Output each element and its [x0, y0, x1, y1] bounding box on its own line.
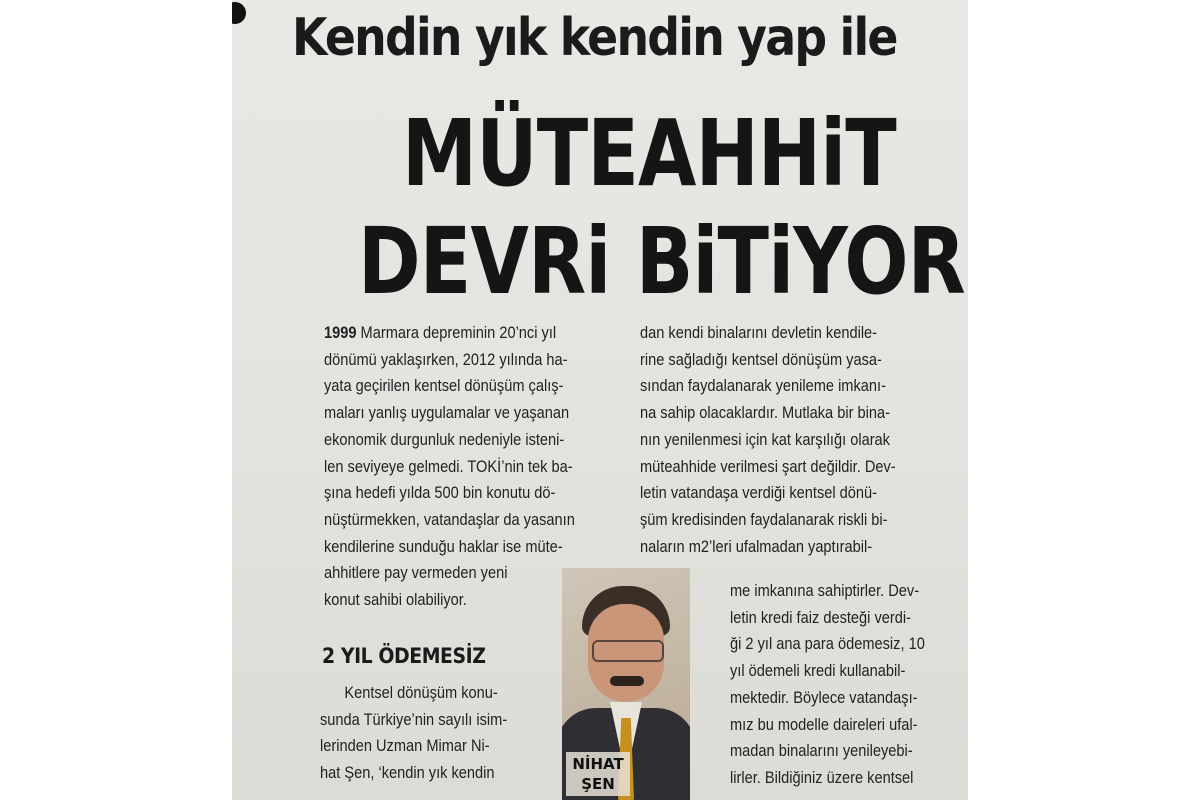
article-line: şüm kredisinden faydalanarak riskli bi- — [640, 509, 888, 529]
caption-first-name: NİHAT — [572, 755, 624, 773]
headline-kicker: Kendin yık kendin yap ile — [292, 8, 897, 68]
article-column-1-continued — [320, 680, 507, 787]
article-line: madan binalarını yenileyebi- — [730, 741, 913, 761]
article-line: sından faydalanarak yenileme imkanı- — [640, 376, 886, 396]
headline-main-line1: MÜTEAHHiT — [402, 100, 896, 207]
lead-word: 1999 — [324, 323, 357, 342]
photo-glasses — [592, 640, 664, 662]
article-line: nüştürmekken, vatandaşlar da yasanın — [324, 509, 575, 529]
headline-main-line2: DEVRi BiTiYOR — [358, 208, 965, 315]
caption-last-name: ŞEN — [581, 775, 615, 793]
article-line: dan kendi binalarını devletin kendile- — [640, 323, 878, 342]
article-line: naların m2’leri ufalmadan yaptırabil- — [640, 536, 873, 556]
article-line: rine sağladığı kentsel dönüşüm yasa- — [640, 349, 882, 369]
article-line: sunda Türkiye’nin sayılı isim- — [320, 709, 508, 729]
article-line: şına hedefi yılda 500 bin konutu dö- — [324, 483, 556, 503]
article-line: mektedir. Böylece vatandaşı- — [730, 687, 918, 707]
article-column-1 — [324, 320, 575, 614]
article-line: yıl ödemeli kredi kullanabil- — [730, 661, 906, 681]
article-line: lerinden Uzman Mimar Ni- — [320, 736, 490, 756]
article-line: kendilerine sunduğu haklar ise müte- — [324, 536, 563, 556]
article-line: ahhitlere pay vermeden yeni — [324, 563, 508, 583]
photo-mustache — [610, 676, 644, 686]
punch-hole — [232, 2, 246, 24]
portrait-photo — [562, 568, 690, 800]
article-line: hat Şen, ‘kendin yık kendin — [320, 763, 495, 783]
article-line: konut sahibi olabiliyor. — [324, 590, 467, 610]
article-line: dönümü yaklaşırken, 2012 yılında ha- — [324, 349, 568, 369]
article-line: 1999 Marmara depreminin 20’nci yıl — [324, 323, 557, 342]
subheading: 2 YIL ÖDEMESİZ — [322, 644, 486, 668]
article-line: letin kredi faiz desteği verdi- — [730, 607, 911, 627]
article-line: Kentsel dönüşüm konu- — [320, 683, 498, 702]
article-line: lirler. Bildiğiniz üzere kentsel — [730, 767, 914, 787]
article-line: ekonomik durgunluk nedeniyle isteni- — [324, 429, 565, 449]
article-line: nın yenilenmesi için kat karşılığı olarak — [640, 429, 890, 449]
article-column-2 — [640, 320, 896, 560]
article-line: me imkanına sahiptirler. Dev- — [730, 581, 920, 600]
newspaper-page — [232, 0, 968, 800]
article-column-2-continued — [730, 578, 925, 792]
article-line: ği 2 yıl ana para ödemesiz, 10 — [730, 634, 925, 654]
article-line: len seviyeye gelmedi. TOKİ’nin tek ba- — [324, 456, 573, 476]
article-line: mız bu modelle daireleri ufal- — [730, 714, 918, 734]
article-line: maları yanlış uygulamalar ve yaşanan — [324, 403, 570, 423]
article-line: yata geçirilen kentsel dönüşüm çalış- — [324, 376, 564, 396]
article-line: letin vatandaşa verdiği kentsel dönü- — [640, 483, 878, 503]
article-line: na sahip olacaklardır. Mutlaka bir bina- — [640, 403, 891, 423]
photo-caption — [566, 752, 630, 796]
article-line: müteahhide verilmesi şart değildir. Dev- — [640, 456, 896, 476]
